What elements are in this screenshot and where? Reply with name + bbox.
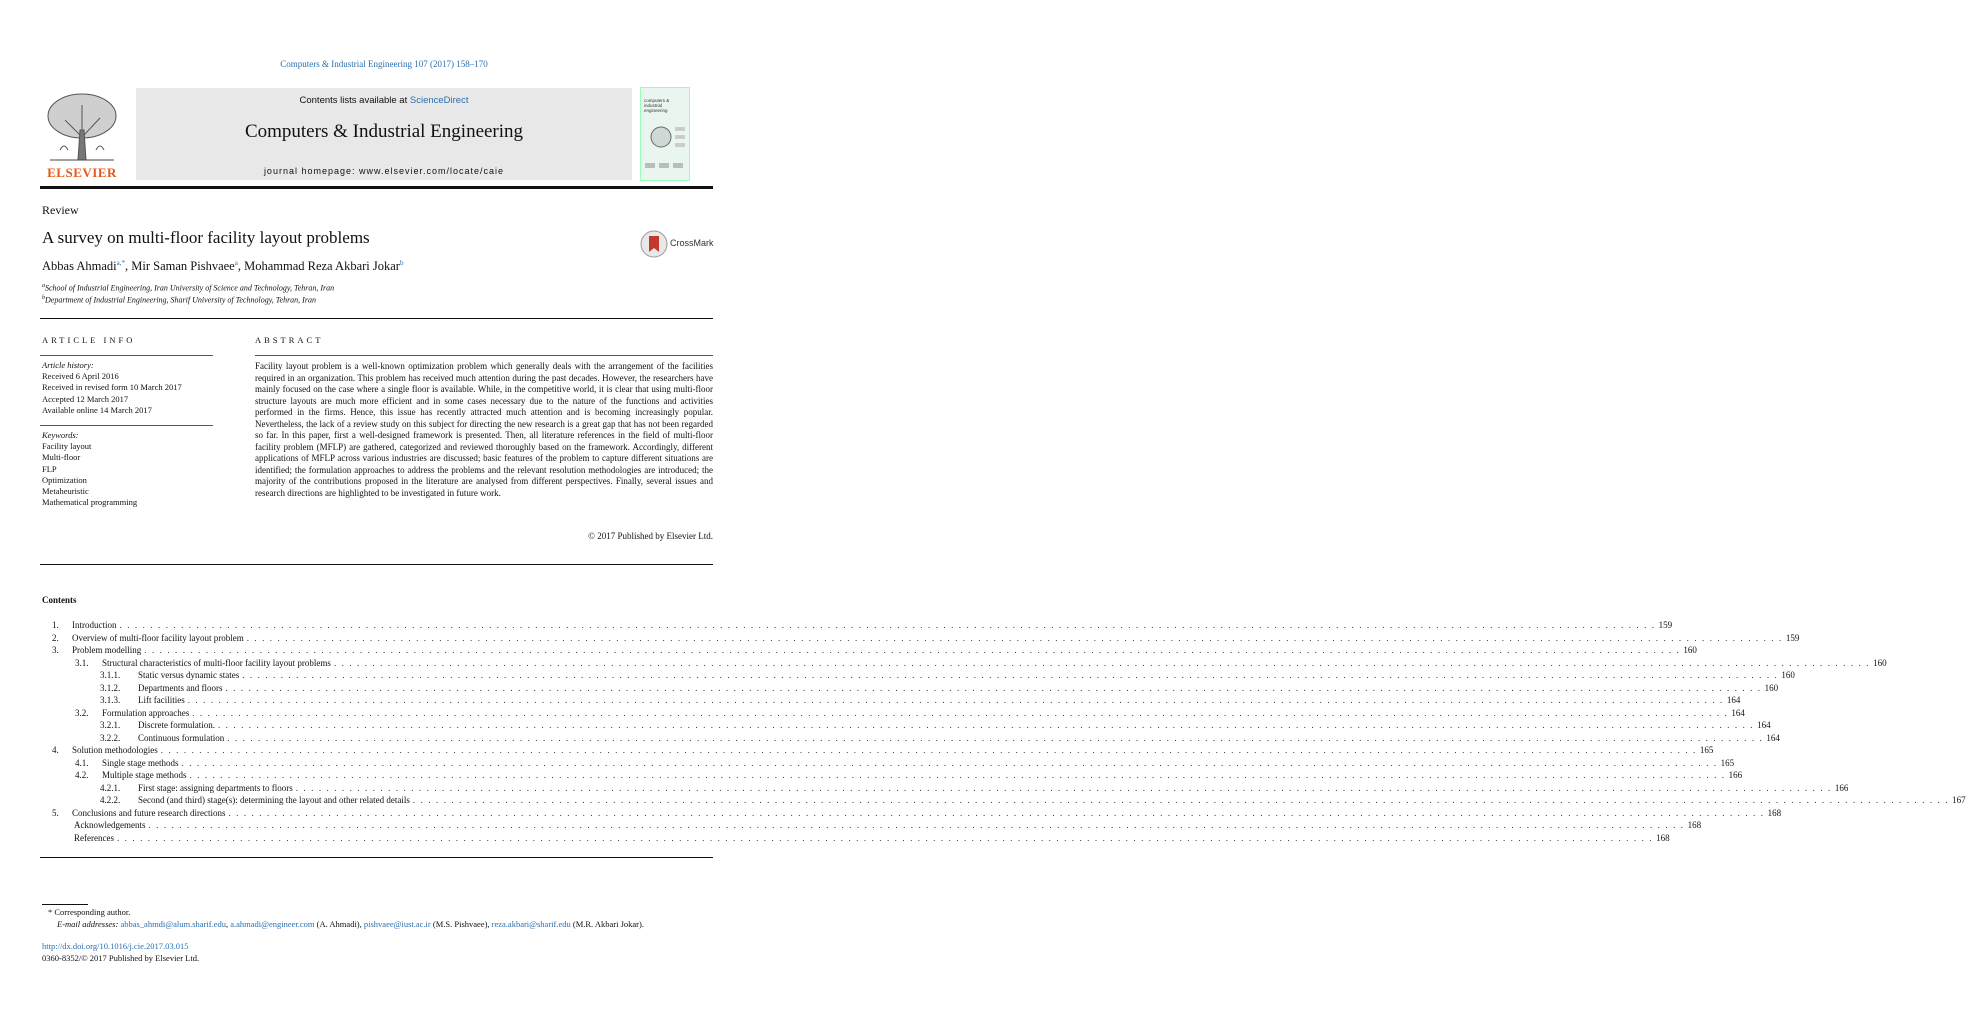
keywords-label: Keywords: bbox=[42, 430, 79, 440]
toc-leader-dots: . . . . . . . . . . . . . . . . . . . . . . . . . . . . . . . . . . . . . . . . . . . . . . . . . . . . . . . . . . . . . . . . . . . . . . . . . . . . . . . . . . . . . . . . . . . . . . . . . . . . . . . . . . . . . . . . . . . . . . . . . . . . . . . . . . . . . . . . . . . . . . . . . . . . . . . . . . . . . . . . . . . . . . . . . . . . . . . . . . . . . . . . . . . . . . . . . . . . . . . . bbox=[217, 720, 1755, 730]
toc-page-number: 160 bbox=[1781, 670, 1795, 680]
footnote-rule bbox=[42, 904, 88, 905]
asterisk-mark: * bbox=[48, 907, 55, 917]
toc-number: 3.1.2. bbox=[100, 682, 121, 693]
toc-entry[interactable] bbox=[42, 694, 1741, 707]
email-label: E-mail addresses: bbox=[57, 919, 119, 929]
toc-entry[interactable] bbox=[42, 757, 1735, 770]
sciencedirect-link[interactable]: ScienceDirect bbox=[409, 95, 469, 106]
toc-title[interactable]: Discrete formulation. bbox=[138, 720, 215, 730]
toc-entry[interactable] bbox=[42, 619, 1673, 632]
journal-cover-thumbnail[interactable] bbox=[640, 87, 690, 181]
toc-page-number: 164 bbox=[1726, 695, 1741, 705]
email-link[interactable]: a.ahmadi@engineer.com bbox=[230, 919, 315, 929]
toc-leader-dots: . . . . . . . . . . . . . . . . . . . . . . . . . . . . . . . . . . . . . . . . . . . . . . . . . . . . . . . . . . . . . . . . . . . . . . . . . . . . . . . . . . . . . . . . . . . . . . . . . . . . . . . . . . . . . . . . . . . . . . . . . . . . . . . . . . . . . . . . . . . . . . . . . . . . . . . . . . . . . . . . . . . . . . . . . . . . . . . . . . . . . . . . . . . . . . . . . . . . . . . . bbox=[189, 770, 1726, 780]
article-history bbox=[42, 360, 212, 416]
email-sep: (M.R. Akbari Jokar). bbox=[570, 919, 644, 929]
toc-page-number: 168 bbox=[1656, 832, 1670, 843]
author-list: Abbas Ahmadi$^{a,*}$, Mir Saman Pishvaee$^a$, Mohammad Reza Akbari Jokar$^b$ bbox=[42, 259, 404, 274]
toc-leader-dots: . . . . . . . . . . . . . . . . . . . . . . . . . . . . . . . . . . . . . . . . . . . . . . . . . . . . . . . . . . . . . . . . . . . . . . . . . . . . . . . . . . . . . . . . . . . . . . . . . . . . . . . . . . . . . . . . . . . . . . . . . . . . . . . . . . . . . . . . . . . . . . . . . . . . . . . . . . . . . . . . . . . . . . . . . . . . . . . . . . . . . . . . . . . . . . . . . . . . . . . . bbox=[160, 745, 1697, 755]
toc-leader-dots: . . . . . . . . . . . . . . . . . . . . . . . . . . . . . . . . . . . . . . . . . . . . . . . . . . . . . . . . . . . . . . . . . . . . . . . . . . . . . . . . . . . . . . . . . . . . . . . . . . . . . . . . . . . . . . . . . . . . . . . . . . . . . . . . . . . . . . . . . . . . . . . . . . . . . . . . . . . . . . . . . . . . . . . . . . . . . . . . . . . . . . . . . . . . . . . . . . . . . . . . bbox=[144, 645, 1681, 655]
author-name: Mir Saman Pishvaee bbox=[131, 259, 235, 274]
toc-number: 3.1.3. bbox=[100, 695, 121, 705]
author-affiliation-sup[interactable]: a bbox=[234, 259, 238, 267]
toc-title[interactable]: Conclusions and future research directions bbox=[72, 807, 226, 818]
divider bbox=[40, 318, 713, 319]
crossmark-badge[interactable] bbox=[640, 230, 730, 258]
author-affiliation-sup[interactable]: b bbox=[399, 259, 404, 267]
toc-page-number: 166 bbox=[1728, 770, 1743, 780]
toc-leader-dots: . . . . . . . . . . . . . . . . . . . . . . . . . . . . . . . . . . . . . . . . . . . . . . . . . . . . . . . . . . . . . . . . . . . . . . . . . . . . . . . . . . . . . . . . . . . . . . . . . . . . . . . . . . . . . . . . . . . . . . . . . . . . . . . . . . . . . . . . . . . . . . . . . . . . . . . . . . . . . . . . . . . . . . . . . . . . . . . . . . . . . . . . . . . . . . . . . . . . . . . . bbox=[333, 657, 1871, 668]
toc-title[interactable]: Structural characteristics of multi-floor facility layout problems bbox=[102, 657, 331, 668]
article-title: A survey on multi-floor facility layout problems bbox=[42, 228, 370, 247]
toc-page-number: 160 bbox=[1764, 682, 1779, 693]
toc-leader-dots: . . . . . . . . . . . . . . . . . . . . . . . . . . . . . . . . . . . . . . . . . . . . . . . . . . . . . . . . . . . . . . . . . . . . . . . . . . . . . . . . . . . . . . . . . . . . . . . . . . . . . . . . . . . . . . . . . . . . . . . . . . . . . . . . . . . . . . . . . . . . . . . . . . . . . . . . . . . . . . . . . . . . . . . . . . . . . . . . . . . . . . . . . . . . . . . . . . . . . . . . bbox=[246, 632, 1783, 643]
keyword: Metaheuristic bbox=[42, 486, 89, 497]
abstract-text: Facility layout problem is a well-known optimization problem which generally deals with the arrangement of the facilities required in an organization. This problem has received much attention during the past decades. However, the researchers have mainly focused on the case where a single floor is available. While, in the competitive world, it is clear that using multi-floor structure layouts are much more efficient and in some cases necessary due to the nature of the functions and activities performed in the firms. Hence, this issue has recently attracted much attention and is becoming increasingly popular. Nevertheless, the lack of a review study on this subject for directing the new research is a great gap that has not been regarded so far. In this paper, first a well-designed framework is presented. Then, all literature references in the field of multi-floor facility problem (MFLP) are gathered, categorized and reviewed thoroughly based on the framework. Accordingly, different applications of MFLP across various industries are discussed; basic features of the problem to capture different situations are identified; the formulation approaches to address the problems and the relevant resolution methodologies are introduced; the majority of the contributions proposed in the literature are analysed from different perspectives. Finally, several issues and research directions are highlighted to be investigated in future work. bbox=[255, 361, 713, 498]
divider bbox=[40, 857, 713, 858]
toc-entry[interactable] bbox=[42, 657, 1887, 670]
toc-title[interactable]: Solution methodologies bbox=[72, 745, 158, 755]
keyword: Facility layout bbox=[42, 441, 92, 452]
affiliation-sup: a bbox=[42, 283, 45, 289]
toc-page-number: 159 bbox=[1785, 632, 1800, 643]
email-sep: , bbox=[226, 919, 231, 929]
affiliation-text: School of Industrial Engineering, Iran University of Science and Technology, Tehran, Iran bbox=[45, 283, 335, 293]
toc-leader-dots: . . . . . . . . . . . . . . . . . . . . . . . . . . . . . . . . . . . . . . . . . . . . . . . . . . . . . . . . . . . . . . . . . . . . . . . . . . . . . . . . . . . . . . . . . . . . . . . . . . . . . . . . . . . . . . . . . . . . . . . . . . . . . . . . . . . . . . . . . . . . . . . . . . . . . . . . . . . . . . . . . . . . . . . . . . . . . . . . . . . . . . . . . . . . . . . . . . . . . . . . bbox=[192, 707, 1729, 718]
toc-page-number: 164 bbox=[1766, 732, 1780, 743]
email-link[interactable]: abbas_ahmdi@alum.sharif.edu bbox=[120, 919, 226, 929]
toc-number: 3.2.2. bbox=[100, 732, 121, 743]
toc-title[interactable]: Departments and floors bbox=[138, 682, 223, 693]
divider bbox=[255, 355, 713, 356]
toc-leader-dots: . . . . . . . . . . . . . . . . . . . . . . . . . . . . . . . . . . . . . . . . . . . . . . . . . . . . . . . . . . . . . . . . . . . . . . . . . . . . . . . . . . . . . . . . . . . . . . . . . . . . . . . . . . . . . . . . . . . . . . . . . . . . . . . . . . . . . . . . . . . . . . . . . . . . . . . . . . . . . . . . . . . . . . . . . . . . . . . . . . . . . . . . . . . . . . . . . . . . . . . . bbox=[181, 757, 1718, 768]
toc-page-number: 159 bbox=[1658, 620, 1673, 630]
email-addresses bbox=[57, 919, 644, 929]
crossmark-label: CrossMark bbox=[670, 238, 714, 248]
email-sep: (A. Ahmadi), bbox=[314, 919, 364, 929]
toc-title[interactable]: Problem modelling bbox=[72, 645, 142, 655]
divider bbox=[40, 355, 213, 356]
journal-homepage-line bbox=[136, 166, 632, 176]
toc-page-number: 166 bbox=[1834, 782, 1849, 793]
corresponding-author-note bbox=[48, 907, 130, 917]
toc-title[interactable]: Static versus dynamic states bbox=[138, 670, 240, 680]
toc-page-number: 168 bbox=[1767, 807, 1782, 818]
journal-reference-link[interactable]: Computers & Industrial Engineering 107 (2017) 158–170 bbox=[280, 59, 488, 69]
toc-title[interactable]: Lift facilities bbox=[138, 695, 185, 705]
toc-title[interactable]: References bbox=[74, 832, 114, 843]
header-divider bbox=[40, 186, 713, 189]
history-label: Article history: bbox=[42, 360, 94, 370]
toc-leader-dots: . . . . . . . . . . . . . . . . . . . . . . . . . . . . . . . . . . . . . . . . . . . . . . . . . . . . . . . . . . . . . . . . . . . . . . . . . . . . . . . . . . . . . . . . . . . . . . . . . . . . . . . . . . . . . . . . . . . . . . . . . . . . . . . . . . . . . . . . . . . . . . . . . . . . . . . . . . . . . . . . . . . . . . . . . . . . . . . . . . . . . . . . . . . . . . . . . . . . . . . . bbox=[116, 832, 1654, 843]
toc-entry[interactable] bbox=[42, 744, 1714, 757]
divider bbox=[40, 564, 713, 565]
affiliation-sup: b bbox=[42, 295, 45, 301]
toc-leader-dots: . . . . . . . . . . . . . . . . . . . . . . . . . . . . . . . . . . . . . . . . . . . . . . . . . . . . . . . . . . . . . . . . . . . . . . . . . . . . . . . . . . . . . . . . . . . . . . . . . . . . . . . . . . . . . . . . . . . . . . . . . . . . . . . . . . . . . . . . . . . . . . . . . . . . . . . . . . . . . . . . . . . . . . . . . . . . . . . . . . . . . . . . . . . . . . . . . . . . . . . . bbox=[225, 682, 1762, 693]
table-of-contents bbox=[42, 619, 1966, 844]
toc-title[interactable]: First stage: assigning departments to floors bbox=[138, 782, 293, 793]
toc-leader-dots: . . . . . . . . . . . . . . . . . . . . . . . . . . . . . . . . . . . . . . . . . . . . . . . . . . . . . . . . . . . . . . . . . . . . . . . . . . . . . . . . . . . . . . . . . . . . . . . . . . . . . . . . . . . . . . . . . . . . . . . . . . . . . . . . . . . . . . . . . . . . . . . . . . . . . . . . . . . . . . . . . . . . . . . . . . . . . . . . . . . . . . . . . . . . . . . . . . . . . . . . bbox=[227, 732, 1764, 743]
toc-number: 1. bbox=[52, 620, 59, 630]
toc-entry[interactable] bbox=[42, 769, 1743, 782]
toc-number: 2. bbox=[52, 632, 59, 643]
toc-title[interactable]: Single stage methods bbox=[102, 757, 179, 768]
affiliation-text: Department of Industrial Engineering, Sharif University of Technology, Tehran, Iran bbox=[45, 295, 316, 305]
divider bbox=[40, 425, 213, 426]
toc-leader-dots: . . . . . . . . . . . . . . . . . . . . . . . . . . . . . . . . . . . . . . . . . . . . . . . . . . . . . . . . . . . . . . . . . . . . . . . . . . . . . . . . . . . . . . . . . . . . . . . . . . . . . . . . . . . . . . . . . . . . . . . . . . . . . . . . . . . . . . . . . . . . . . . . . . . . . . . . . . . . . . . . . . . . . . . . . . . . . . . . . . . . . . . . . . . . . . . . . . . . . . . . bbox=[412, 795, 1950, 805]
toc-page-number: 164 bbox=[1757, 720, 1771, 730]
doi-link[interactable]: http://dx.doi.org/10.1016/j.cie.2017.03.015 bbox=[42, 941, 189, 951]
toc-entry[interactable] bbox=[42, 794, 1966, 807]
toc-leader-dots: . . . . . . . . . . . . . . . . . . . . . . . . . . . . . . . . . . . . . . . . . . . . . . . . . . . . . . . . . . . . . . . . . . . . . . . . . . . . . . . . . . . . . . . . . . . . . . . . . . . . . . . . . . . . . . . . . . . . . . . . . . . . . . . . . . . . . . . . . . . . . . . . . . . . . . . . . . . . . . . . . . . . . . . . . . . . . . . . . . . . . . . . . . . . . . . . . . . . . . . . bbox=[119, 620, 1656, 630]
toc-entry[interactable] bbox=[42, 819, 1702, 832]
affiliation-b bbox=[42, 295, 316, 305]
toc-number: 3.1.1. bbox=[100, 670, 121, 680]
toc-title[interactable]: Multiple stage methods bbox=[102, 770, 187, 780]
toc-title[interactable]: Overview of multi-floor facility layout problem bbox=[72, 632, 244, 643]
history-item: Received 6 April 2016 bbox=[42, 371, 119, 382]
toc-title[interactable]: Formulation approaches bbox=[102, 707, 190, 718]
toc-title[interactable]: Continuous formulation bbox=[138, 732, 225, 743]
toc-number: 4.2.1. bbox=[100, 782, 121, 793]
abstract-heading: ABSTRACT bbox=[255, 335, 324, 345]
toc-number: 4. bbox=[52, 745, 59, 755]
author-affiliation-sup[interactable]: a,* bbox=[116, 259, 126, 267]
affiliation-a bbox=[42, 283, 334, 293]
keyword: Optimization bbox=[42, 474, 87, 485]
toc-entry[interactable] bbox=[42, 807, 1782, 820]
email-link[interactable]: pishvaee@iust.ac.ir bbox=[363, 919, 431, 929]
toc-leader-dots: . . . . . . . . . . . . . . . . . . . . . . . . . . . . . . . . . . . . . . . . . . . . . . . . . . . . . . . . . . . . . . . . . . . . . . . . . . . . . . . . . . . . . . . . . . . . . . . . . . . . . . . . . . . . . . . . . . . . . . . . . . . . . . . . . . . . . . . . . . . . . . . . . . . . . . . . . . . . . . . . . . . . . . . . . . . . . . . . . . . . . . . . . . . . . . . . . . . . . . . . bbox=[242, 670, 1779, 680]
author-name: Mohammad Reza Akbari Jokar bbox=[244, 259, 400, 274]
toc-page-number: 167 bbox=[1952, 795, 1966, 805]
journal-title: Computers & Industrial Engineering bbox=[244, 121, 524, 142]
toc-leader-dots: . . . . . . . . . . . . . . . . . . . . . . . . . . . . . . . . . . . . . . . . . . . . . . . . . . . . . . . . . . . . . . . . . . . . . . . . . . . . . . . . . . . . . . . . . . . . . . . . . . . . . . . . . . . . . . . . . . . . . . . . . . . . . . . . . . . . . . . . . . . . . . . . . . . . . . . . . . . . . . . . . . . . . . . . . . . . . . . . . . . . . . . . . . . . . . . . . . . . . . . . bbox=[187, 695, 1724, 705]
toc-entry[interactable] bbox=[42, 832, 1670, 845]
toc-number: 5. bbox=[52, 807, 59, 818]
toc-entry[interactable] bbox=[42, 782, 1849, 795]
toc-number: 3.2. bbox=[75, 707, 89, 718]
toc-number: 4.2. bbox=[75, 770, 89, 780]
contents-prefix: Contents lists available at bbox=[299, 95, 410, 106]
issn-line: 0360-8352/© 2017 Published by Elsevier Ltd. bbox=[42, 953, 200, 963]
email-link[interactable]: reza.akbari@sharif.edu bbox=[491, 919, 571, 929]
toc-number: 4.2.2. bbox=[100, 795, 121, 805]
toc-page-number: 165 bbox=[1699, 745, 1714, 755]
cover-title: computers & industrial engineering bbox=[644, 98, 670, 113]
toc-leader-dots: . . . . . . . . . . . . . . . . . . . . . . . . . . . . . . . . . . . . . . . . . . . . . . . . . . . . . . . . . . . . . . . . . . . . . . . . . . . . . . . . . . . . . . . . . . . . . . . . . . . . . . . . . . . . . . . . . . . . . . . . . . . . . . . . . . . . . . . . . . . . . . . . . . . . . . . . . . . . . . . . . . . . . . . . . . . . . . . . . . . . . . . . . . . . . . . . . . . . . . . . bbox=[228, 807, 1765, 818]
corresponding-text: Corresponding author. bbox=[54, 907, 131, 917]
history-item: Received in revised form 10 March 2017 bbox=[42, 382, 182, 393]
article-info-heading: ARTICLE INFO bbox=[42, 335, 136, 345]
crossmark-icon bbox=[640, 230, 668, 258]
toc-number: 3.1. bbox=[75, 657, 89, 668]
toc-title[interactable]: Introduction bbox=[72, 620, 117, 630]
toc-number: 3. bbox=[52, 645, 59, 655]
toc-page-number: 160 bbox=[1683, 645, 1697, 655]
toc-number: 4.1. bbox=[75, 757, 89, 768]
article-type: Review bbox=[42, 203, 79, 217]
toc-number: 3.2.1. bbox=[100, 720, 121, 730]
toc-title[interactable]: Acknowledgements bbox=[74, 820, 146, 830]
email-sep: (M.S. Pishvaee), bbox=[430, 919, 492, 929]
toc-page-number: 164 bbox=[1731, 707, 1745, 718]
keyword: Mathematical programming bbox=[42, 497, 138, 508]
toc-entry[interactable] bbox=[42, 632, 1800, 645]
toc-entry[interactable] bbox=[42, 669, 1795, 682]
history-item: Available online 14 March 2017 bbox=[42, 404, 152, 415]
abstract-copyright: © 2017 Published by Elsevier Ltd. bbox=[588, 531, 713, 541]
keyword: Multi-floor bbox=[42, 452, 81, 463]
toc-leader-dots: . . . . . . . . . . . . . . . . . . . . . . . . . . . . . . . . . . . . . . . . . . . . . . . . . . . . . . . . . . . . . . . . . . . . . . . . . . . . . . . . . . . . . . . . . . . . . . . . . . . . . . . . . . . . . . . . . . . . . . . . . . . . . . . . . . . . . . . . . . . . . . . . . . . . . . . . . . . . . . . . . . . . . . . . . . . . . . . . . . . . . . . . . . . . . . . . . . . . . . . . bbox=[295, 782, 1832, 793]
toc-entry[interactable] bbox=[42, 682, 1779, 695]
toc-entry[interactable] bbox=[42, 644, 1697, 657]
contents-heading: Contents bbox=[42, 595, 77, 605]
history-item: Accepted 12 March 2017 bbox=[42, 393, 129, 404]
elsevier-wordmark: ELSEVIER bbox=[47, 165, 117, 180]
toc-page-number: 165 bbox=[1720, 757, 1735, 768]
keyword: FLP bbox=[42, 463, 57, 474]
toc-page-number: 168 bbox=[1687, 820, 1702, 830]
toc-entry[interactable] bbox=[42, 719, 1771, 732]
toc-entry[interactable] bbox=[42, 707, 1745, 720]
toc-leader-dots: . . . . . . . . . . . . . . . . . . . . . . . . . . . . . . . . . . . . . . . . . . . . . . . . . . . . . . . . . . . . . . . . . . . . . . . . . . . . . . . . . . . . . . . . . . . . . . . . . . . . . . . . . . . . . . . . . . . . . . . . . . . . . . . . . . . . . . . . . . . . . . . . . . . . . . . . . . . . . . . . . . . . . . . . . . . . . . . . . . . . . . . . . . . . . . . . . . . . . . . . bbox=[148, 820, 1685, 830]
author-name: Abbas Ahmadi bbox=[42, 259, 117, 274]
toc-entry[interactable] bbox=[42, 732, 1780, 745]
homepage-prefix: journal homepage: bbox=[263, 166, 359, 176]
contents-available-line bbox=[136, 95, 632, 106]
homepage-url-link[interactable]: www.elsevier.com/locate/caie bbox=[359, 166, 505, 176]
toc-page-number: 160 bbox=[1873, 657, 1887, 668]
toc-title[interactable]: Second (and third) stage(s): determining the layout and other related details bbox=[138, 795, 410, 805]
keywords bbox=[42, 430, 212, 508]
